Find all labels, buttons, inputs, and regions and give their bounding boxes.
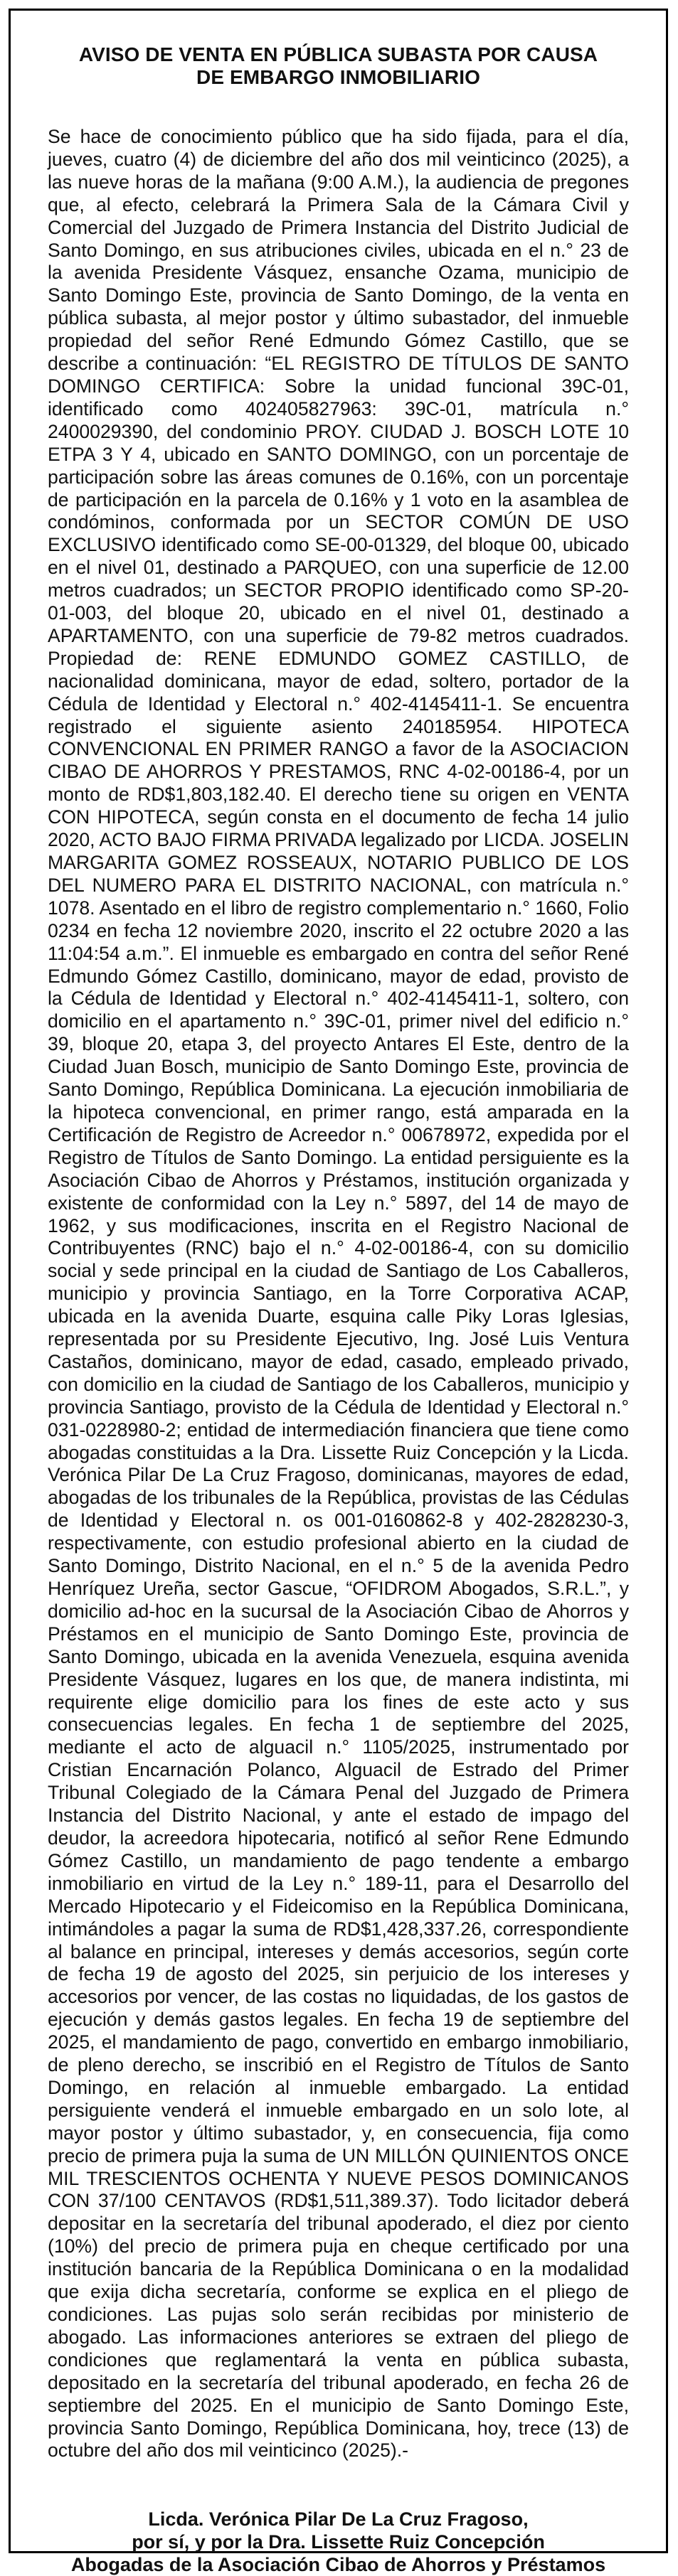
- signature-block: [48, 2508, 629, 2576]
- legal-notice: [9, 9, 668, 2576]
- notice-body: Se hace de conocimiento público que ha sido fijada, para el día, jueves, cuatro (4) de diciembre del año dos mil veinticinco (2025), a las nueve horas de la mañana (9:00 A.M.), la audiencia de pregones que, al efecto, celebrará la Primera Sala de la Cámara Civil y Comercial del Juzgado de Primera Instancia del Distrito Judicial de Santo Domingo, en sus atribuciones civiles, ubicada en el n.° 23 de la avenida Presidente Vásquez, ensanche Ozama, municipio de Santo Domingo Este, provincia de Santo Domingo, de la venta en pública subasta, al mejor postor y último subastador, del inmueble propiedad del señor René Edmundo Gómez Castillo, que se describe a continuación: “EL REGISTRO DE TÍTULOS DE SANTO DOMINGO CERTIFICA: Sobre la unidad funcional 39C-01, identificado como 402405827963: 39C-01, matrícula n.° 2400029390, del condominio PROY. CIUDAD J. BOSCH LOTE 10 ETPA 3 Y 4, ubicado en SANTO DOMINGO, con un porcentaje de participación sobre las áreas comunes de 0.16%, con un porcentaje de participación en la parcela de 0.16% y 1 voto en la asamblea de condóminos, conformada por un SECTOR COMÚN DE USO EXCLUSIVO identificado como SE-00-01329, del bloque 00, ubicado en el nivel 01, destinado a PARQUEO, con una superficie de 12.00 metros cuadrados; un SECTOR PROPIO identificado como SP-20-01-003, del bloque 20, ubicado en el nivel 01, destinado a APARTAMENTO, con una superficie de 79-82 metros cuadrados. Propiedad de: RENE EDMUNDO GOMEZ CASTILLO, de nacionalidad dominicana, mayor de edad, soltero, portador de la Cédula de Identidad y Electoral n.° 402-4145411-1. Se encuentra registrado el siguiente asiento 240185954. HIPOTECA CONVENCIONAL EN PRIMER RANGO a favor de la ASOCIACION CIBAO DE AHORROS Y PRESTAMOS, RNC 4-02-00186-4, por un monto de RD$1,803,182.40. El derecho tiene su origen en VENTA CON HIPOTECA, según consta en el documento de fecha 14 julio 2020, ACTO BAJO FIRMA PRIVADA legalizado por LICDA. JOSELIN MARGARITA GOMEZ ROSSEAUX, NOTARIO PUBLICO DE LOS DEL NUMERO PARA EL DISTRITO NACIONAL, con matrícula n.° 1078. Asentado en el libro de registro complementario n.° 1660, Folio 0234 en fecha 12 noviembre 2020, inscrito el 22 octubre 2020 a las 11:04:54 a.m.”. El inmueble es embargado en contra del señor René Edmundo Gómez Castillo, dominicano, mayor de edad, provisto de la Cédula de Identidad y Electoral n.° 402-4145411-1, soltero, con domicilio en el apartamento n.° 39C-01, primer nivel del edificio n.° 39, bloque 20, etapa 3, del proyecto Antares El Este, dentro de la Ciudad Juan Bosch, municipio de Santo Domingo Este, provincia de Santo Domingo, República Dominicana. La ejecución inmobiliaria de la hipoteca convencional, en primer rango, está amparada en la Certificación de Registro de Acreedor n.° 00678972, expedida por el Registro de Títulos de Santo Domingo. La entidad persiguiente es la Asociación Cibao de Ahorros y Préstamos, institución organizada y existente de conformidad con la Ley n.° 5897, del 14 de mayo de 1962, y sus modificaciones, inscrita en el Registro Nacional de Contribuyentes (RNC) bajo el n.° 4-02-00186-4, con su domicilio social y sede principal en la ciudad de Santiago de Los Caballeros, municipio y provincia Santiago, en la Torre Corporativa ACAP, ubicada en la avenida Duarte, esquina calle Piky Loras Iglesias, representada por su Presidente Ejecutivo, Ing. José Luis Ventura Castaños, dominicano, mayor de edad, casado, empleado privado, con domicilio en la ciudad de Santiago de los Caballeros, municipio y provincia Santiago, provisto de la Cédula de Identidad y Electoral n.° 031-0228980-2; entidad de intermediación financiera que tiene como abogadas constituidas a la Dra. Lissette Ruiz Concepción y la Licda. Verónica Pilar De La Cruz Fragoso, dominicanas, mayores de edad, abogadas de los tribunales de la República, provistas de las Cédulas de Identidad y Electoral n. os 001-0160862-8 y 402-2828230-3, respectivamente, con estudio profesional abierto en la ciudad de Santo Domingo, Distrito Nacional, en el n.° 5 de la avenida Pedro Henríquez Ureña, sector Gascue, “OFIDROM Abogados, S.R.L.”, y domicilio ad-hoc en la sucursal de la Asociación Cibao de Ahorros y Préstamos en el municipio de Santo Domingo Este, provincia de Santo Domingo, ubicada en la avenida Venezuela, esquina avenida Presidente Vásquez, lugares en los que, de manera indistinta, mi requirente elige domicilio para los fines de este acto y sus consecuencias legales. En fecha 1 de septiembre del 2025, mediante el acto de alguacil n.° 1105/2025, instrumentado por Cristian Encarnación Polanco, Alguacil de Estrado del Primer Tribunal Colegiado de la Cámara Penal del Juzgado de Primera Instancia del Distrito Nacional, y ante el estado de impago del deudor, la acreedora hipotecaria, notificó al señor Rene Edmundo Gómez Castillo, un mandamiento de pago tendente a embargo inmobiliario en virtud de la Ley n.° 189-11, para el Desarrollo del Mercado Hipotecario y el Fideicomiso en la República Dominicana, intimándoles a pagar la suma de RD$1,428,337.26, correspondiente al balance en principal, intereses y demás accesorios, según corte de fecha 19 de agosto del 2025, sin perjuicio de los intereses y accesorios por vencer, de las costas no liquidadas, de los gastos de ejecución y demás gastos legales. En fecha 19 de septiembre del 2025, el mandamiento de pago, convertido en embargo inmobiliario, de pleno derecho, se inscribió en el Registro de Títulos de Santo Domingo, en relación al inmueble embargado. La entidad persiguiente venderá el inmueble embargado en un solo lote, al mayor postor y último subastador, y, en consecuencia, fija como precio de primera puja la suma de UN MILLÓN QUINIENTOS ONCE MIL TRESCIENTOS OCHENTA Y NUEVE PESOS DOMINICANOS CON 37/100 CENTAVOS (RD$1,511,389.37). Todo licitador deberá depositar en la secretaría del tribunal apoderado, el diez por ciento (10%) del precio de primera puja en cheque certificado por una institución bancaria de la República Dominicana o en la modalidad que exija dicha secretaría, conforme se explica en el pliego de condiciones. Las pujas solo serán recibidas por ministerio de abogado. Las informaciones anteriores se extraen del pliego de condiciones que reglamentará la venta en pública subasta, depositado en la secretaría del tribunal apoderado, en fecha 26 de septiembre del 2025. En el municipio de Santo Domingo Este, provincia Santo Domingo, República Dominicana, hoy, trece (13) de octubre del año dos mil veinticinco (2025).-: [48, 126, 629, 2462]
- notice-title-line-2: DE EMBARGO INMOBILIARIO: [196, 66, 480, 88]
- notice-title-line-1: AVISO DE VENTA EN PÚBLICA SUBASTA POR CAUSA: [78, 43, 598, 65]
- signature-line-3: Abogadas de la Asociación Cibao de Ahorros y Préstamos: [70, 2554, 606, 2576]
- notice-title: [48, 43, 629, 89]
- signature-line-1: Licda. Verónica Pilar De La Cruz Fragoso,: [148, 2508, 529, 2530]
- signature-line-2: por sí, y por la Dra. Lissette Ruiz Concepción: [132, 2531, 545, 2553]
